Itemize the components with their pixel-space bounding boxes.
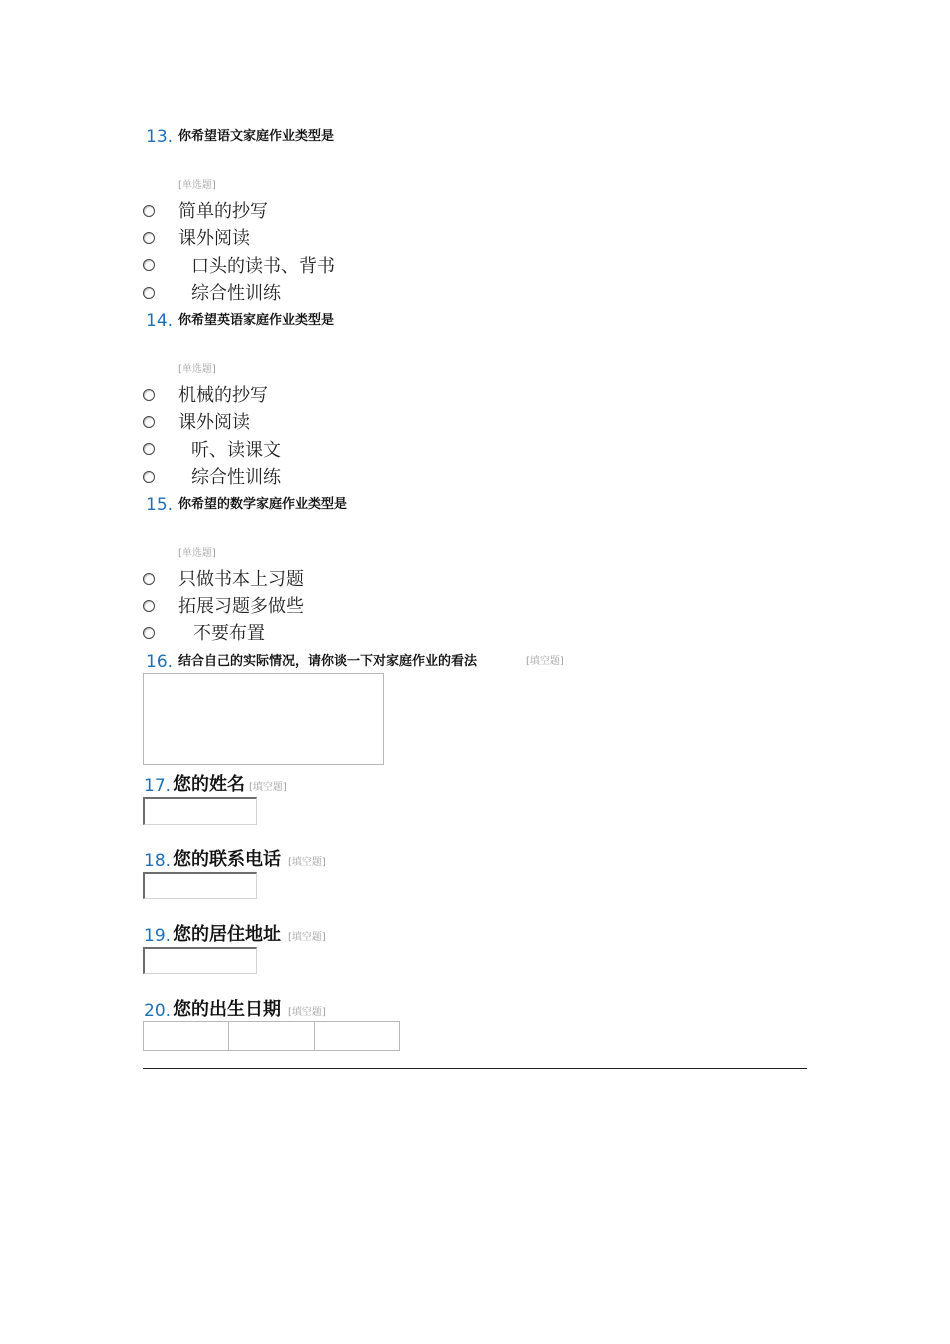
name-input[interactable] bbox=[143, 797, 257, 825]
option-label: 不要布置 bbox=[193, 623, 265, 644]
option-label: 听、读课文 bbox=[191, 440, 281, 461]
question-type-label: [填空题] bbox=[288, 932, 326, 943]
question-number: 13. bbox=[146, 127, 174, 147]
radio-button-icon[interactable] bbox=[143, 287, 155, 299]
radio-button-icon[interactable] bbox=[143, 232, 155, 244]
question-number: 18. bbox=[144, 851, 172, 871]
question-type-label: [填空题] bbox=[288, 857, 326, 868]
option-label: 课外阅读 bbox=[178, 228, 250, 249]
option-label: 简单的抄写 bbox=[178, 201, 268, 222]
question-type-label: [单选题] bbox=[178, 180, 216, 191]
option-label: 只做书本上习题 bbox=[178, 569, 304, 590]
question-type-label: [单选题] bbox=[178, 548, 216, 559]
question-number: 15. bbox=[146, 495, 174, 515]
question-type-label: [单选题] bbox=[178, 364, 216, 375]
birth-day-input[interactable] bbox=[314, 1021, 400, 1051]
question-number: 19. bbox=[144, 926, 172, 946]
question-number: 14. bbox=[146, 311, 174, 331]
address-input[interactable] bbox=[143, 947, 257, 974]
phone-input[interactable] bbox=[143, 872, 257, 899]
question-title: 您的居住地址 bbox=[173, 924, 281, 945]
option-label: 课外阅读 bbox=[178, 412, 250, 433]
radio-button-icon[interactable] bbox=[143, 627, 155, 639]
birth-month-input[interactable] bbox=[228, 1021, 315, 1051]
question-number: 20. bbox=[144, 1001, 172, 1021]
question-title: 你希望的数学家庭作业类型是 bbox=[178, 497, 348, 512]
radio-button-icon[interactable] bbox=[143, 573, 155, 585]
option-label: 机械的抄写 bbox=[178, 385, 268, 406]
question-type-label: [填空题] bbox=[288, 1007, 326, 1018]
question-number: 16. bbox=[146, 652, 174, 672]
question-type-label: [填空题] bbox=[526, 656, 564, 667]
radio-button-icon[interactable] bbox=[143, 416, 155, 428]
page-divider bbox=[143, 1068, 807, 1069]
question-title: 您的姓名 bbox=[173, 774, 245, 795]
radio-button-icon[interactable] bbox=[143, 389, 155, 401]
option-label: 综合性训练 bbox=[191, 283, 281, 304]
question-title: 您的出生日期 bbox=[173, 999, 281, 1020]
opinion-textarea[interactable] bbox=[143, 673, 384, 765]
radio-button-icon[interactable] bbox=[143, 259, 155, 271]
radio-button-icon[interactable] bbox=[143, 443, 155, 455]
option-label: 拓展习题多做些 bbox=[178, 596, 304, 617]
radio-button-icon[interactable] bbox=[143, 205, 155, 217]
radio-button-icon[interactable] bbox=[143, 471, 155, 483]
question-title: 您的联系电话 bbox=[173, 849, 281, 870]
question-title: 结合自己的实际情况，请你谈一下对家庭作业的看法 bbox=[178, 654, 478, 669]
option-label: 综合性训练 bbox=[191, 467, 281, 488]
radio-button-icon[interactable] bbox=[143, 600, 155, 612]
question-type-label: [填空题] bbox=[249, 782, 287, 793]
question-number: 17. bbox=[144, 776, 172, 796]
question-title: 你希望语文家庭作业类型是 bbox=[178, 129, 335, 144]
option-label: 口头的读书、背书 bbox=[191, 256, 335, 277]
birth-year-input[interactable] bbox=[143, 1021, 229, 1051]
question-title: 你希望英语家庭作业类型是 bbox=[178, 313, 335, 328]
